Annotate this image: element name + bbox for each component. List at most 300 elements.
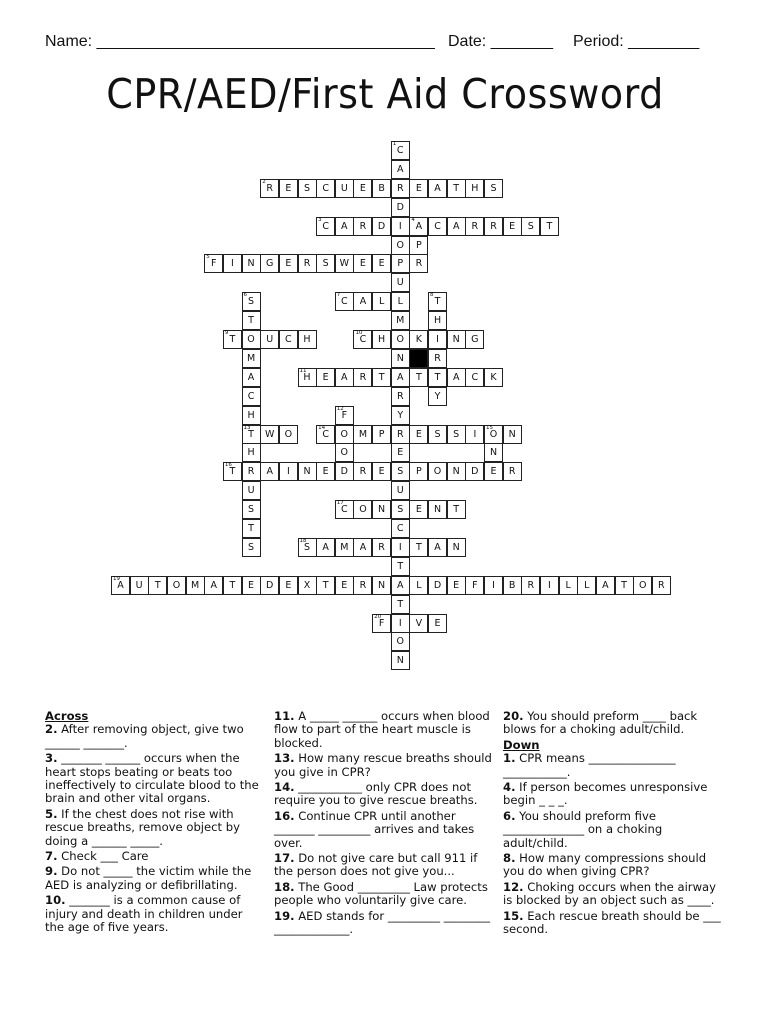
- cell-letter: S: [397, 466, 404, 478]
- crossword-cell[interactable]: [409, 500, 428, 519]
- clue-number: 19: [113, 575, 120, 582]
- crossword-cell[interactable]: [409, 368, 428, 387]
- cell-letter: I: [398, 617, 402, 629]
- cell-letter: I: [398, 541, 402, 553]
- crossword-cell[interactable]: [503, 425, 522, 444]
- crossword-cell[interactable]: [409, 425, 428, 444]
- crossword-cell[interactable]: [204, 254, 223, 273]
- crossword-cell[interactable]: [242, 500, 261, 519]
- clue: [274, 710, 494, 750]
- crossword-cell[interactable]: [428, 500, 447, 519]
- crossword-cell[interactable]: [391, 519, 410, 538]
- crossword-cell[interactable]: [353, 179, 372, 198]
- crossword-cell[interactable]: [353, 462, 372, 481]
- cell-letter: L: [584, 579, 590, 591]
- cell-letter: R: [396, 428, 404, 440]
- crossword-cell[interactable]: [447, 500, 466, 519]
- clue-number: 5.: [45, 806, 58, 821]
- crossword-cell[interactable]: [391, 481, 410, 500]
- cell-letter: A: [247, 371, 255, 383]
- crossword-cell[interactable]: [186, 576, 205, 595]
- crossword-cell[interactable]: [409, 462, 428, 481]
- crossword-cell[interactable]: [391, 349, 410, 368]
- crossword-cell[interactable]: [353, 538, 372, 557]
- crossword-cell[interactable]: [652, 576, 671, 595]
- clue: [45, 808, 260, 848]
- cell-letter: T: [397, 598, 404, 610]
- black-cell: [409, 349, 428, 368]
- cell-letter: U: [396, 277, 404, 289]
- cell-letter: T: [229, 466, 236, 478]
- cell-letter: T: [546, 220, 553, 232]
- crossword-cell[interactable]: [316, 217, 335, 236]
- cell-letter: O: [433, 466, 442, 478]
- crossword-cell[interactable]: [503, 462, 522, 481]
- crossword-cell[interactable]: [353, 217, 372, 236]
- cell-letter: F: [378, 617, 385, 629]
- cell-letter: S: [248, 296, 255, 308]
- cell-letter: T: [621, 579, 627, 591]
- crossword-cell[interactable]: [633, 576, 652, 595]
- cell-letter: T: [415, 371, 422, 383]
- crossword-cell[interactable]: [540, 217, 559, 236]
- clue-number: 16.: [274, 808, 295, 823]
- crossword-cell[interactable]: [372, 292, 391, 311]
- clue-number: 19.: [274, 908, 295, 923]
- crossword-cell[interactable]: [465, 576, 484, 595]
- crossword-cell[interactable]: [298, 179, 317, 198]
- crossword-cell[interactable]: [353, 576, 372, 595]
- cell-letter: E: [434, 617, 441, 629]
- clue-number: 1: [392, 141, 397, 147]
- cell-letter: A: [210, 579, 217, 591]
- crossword-cell[interactable]: [391, 292, 410, 311]
- cell-letter: E: [285, 182, 292, 194]
- crossword-cell[interactable]: [428, 292, 447, 311]
- cell-letter: S: [397, 504, 404, 516]
- crossword-cell[interactable]: [204, 576, 223, 595]
- crossword-cell[interactable]: [391, 406, 410, 425]
- crossword-cell[interactable]: [298, 254, 317, 273]
- clue: [503, 881, 725, 908]
- cell-letter: E: [397, 447, 404, 459]
- crossword-cell[interactable]: [428, 330, 447, 349]
- cell-letter: A: [434, 182, 441, 194]
- cell-letter: A: [359, 296, 367, 308]
- clues-column-3: [503, 710, 725, 939]
- crossword-cell[interactable]: [242, 349, 261, 368]
- crossword-cell[interactable]: [409, 330, 428, 349]
- crossword-cell[interactable]: [447, 179, 466, 198]
- crossword-cell[interactable]: [372, 254, 391, 273]
- crossword-cell[interactable]: [298, 462, 317, 481]
- cell-letter: A: [397, 371, 404, 383]
- cell-letter: T: [229, 334, 236, 345]
- clue-number: 18: [299, 537, 307, 544]
- crossword-cell[interactable]: [242, 330, 261, 349]
- clue-text: Do not give care but call 911 if the person does not give you...: [274, 851, 478, 879]
- cell-letter: U: [135, 579, 143, 591]
- crossword-cell[interactable]: [316, 179, 335, 198]
- crossword-cell[interactable]: [391, 632, 410, 651]
- crossword-cell[interactable]: [372, 330, 391, 349]
- crossword-cell[interactable]: [298, 576, 317, 595]
- crossword-cell[interactable]: [260, 425, 279, 444]
- crossword-cell[interactable]: [391, 160, 410, 179]
- clue-number: 4: [411, 216, 415, 223]
- crossword-cell[interactable]: [391, 614, 410, 633]
- crossword-cell[interactable]: [409, 254, 428, 273]
- cell-letter: A: [434, 541, 441, 553]
- crossword-cell[interactable]: [577, 576, 596, 595]
- crossword-cell[interactable]: [372, 538, 391, 557]
- cell-letter: E: [415, 504, 422, 516]
- crossword-cell[interactable]: [148, 576, 167, 595]
- crossword-cell[interactable]: [391, 651, 410, 670]
- crossword-cell[interactable]: [353, 425, 372, 444]
- crossword-cell[interactable]: [484, 462, 503, 481]
- clue-number: 15: [486, 424, 493, 431]
- crossword-cell[interactable]: [409, 179, 428, 198]
- crossword-cell[interactable]: [279, 462, 298, 481]
- crossword-cell[interactable]: [447, 330, 466, 349]
- crossword-cell[interactable]: [316, 425, 335, 444]
- clue-number: 2: [262, 178, 266, 185]
- cell-letter: E: [509, 220, 516, 232]
- clues-column-1: [45, 710, 260, 937]
- crossword-cell[interactable]: [242, 311, 261, 330]
- crossword-cell[interactable]: [335, 292, 354, 311]
- crossword-cell[interactable]: [465, 217, 484, 236]
- crossword-cell[interactable]: [353, 368, 372, 387]
- crossword-cell[interactable]: [335, 368, 354, 387]
- crossword-cell[interactable]: [260, 576, 279, 595]
- period-field[interactable]: Period: ________: [573, 33, 700, 50]
- crossword-cell[interactable]: [316, 538, 335, 557]
- cell-letter: I: [398, 220, 402, 232]
- crossword-cell[interactable]: [447, 576, 466, 595]
- clue-text: ___________ only CPR does not require you to give rescue breaths.: [274, 780, 478, 808]
- crossword-cell[interactable]: [242, 292, 261, 311]
- cell-letter: R: [359, 579, 367, 591]
- crossword-cell[interactable]: [484, 576, 503, 595]
- clue-text: If the chest does not rise with rescue breaths, remove object by doing a ______ _____.: [45, 806, 240, 848]
- cell-letter: H: [378, 334, 386, 345]
- crossword-cell[interactable]: [409, 538, 428, 557]
- clue-number: 17: [336, 500, 344, 507]
- crossword-cell[interactable]: [353, 292, 372, 311]
- crossword-cell[interactable]: [242, 425, 261, 444]
- page-title: CPR/AED/First Aid Crossword: [106, 70, 664, 118]
- crossword-cell[interactable]: [391, 387, 410, 406]
- cell-letter: E: [378, 258, 385, 270]
- clue-number: 1.: [503, 751, 516, 766]
- crossword-cell[interactable]: [428, 179, 447, 198]
- clue: [45, 752, 260, 806]
- crossword-cell[interactable]: [260, 254, 279, 273]
- cell-letter: A: [359, 541, 367, 553]
- clue-number: 3.: [45, 751, 58, 766]
- crossword-cell[interactable]: [447, 425, 466, 444]
- cell-letter: I: [286, 466, 290, 478]
- cell-letter: R: [527, 579, 535, 591]
- crossword-cell[interactable]: [391, 576, 410, 595]
- crossword-cell[interactable]: [353, 254, 372, 273]
- cell-letter: D: [340, 466, 348, 478]
- crossword-cell[interactable]: [391, 217, 410, 236]
- cell-letter: L: [397, 296, 403, 308]
- cell-letter: K: [415, 334, 422, 345]
- crossword-cell[interactable]: [260, 330, 279, 349]
- cell-letter: F: [211, 258, 217, 270]
- clue-text: Choking occurs when the airway is blocked by an object such as ____.: [503, 879, 717, 908]
- clue-number: 6: [243, 292, 248, 299]
- crossword-cell[interactable]: [335, 406, 354, 425]
- crossword-cell[interactable]: [465, 368, 484, 387]
- crossword-cell[interactable]: [484, 179, 503, 198]
- crossword-cell[interactable]: [409, 614, 428, 633]
- crossword-cell[interactable]: [167, 576, 186, 595]
- crossword-cell[interactable]: [391, 500, 410, 519]
- cell-letter: R: [359, 220, 367, 232]
- clue-number: 10.: [45, 893, 66, 908]
- crossword-cell[interactable]: [428, 387, 447, 406]
- crossword-cell[interactable]: [372, 462, 391, 481]
- clue: [274, 752, 494, 779]
- clue-text: _______ is a common cause of injury and death in children under the age of five years.: [45, 893, 243, 935]
- crossword-cell[interactable]: [428, 349, 447, 368]
- crossword-cell[interactable]: [242, 443, 261, 462]
- crossword-cell[interactable]: [279, 179, 298, 198]
- crossword-cell[interactable]: [335, 179, 354, 198]
- cell-letter: O: [396, 334, 404, 345]
- cell-letter: A: [322, 541, 329, 553]
- crossword-cell[interactable]: [391, 368, 410, 387]
- cell-letter: S: [248, 541, 255, 553]
- clue-number: 20.: [503, 709, 524, 723]
- crossword-cell[interactable]: [484, 443, 503, 462]
- crossword-cell[interactable]: [242, 406, 261, 425]
- crossword-cell[interactable]: [111, 576, 130, 595]
- crossword-cell[interactable]: [391, 141, 410, 160]
- crossword-cell[interactable]: [298, 538, 317, 557]
- crossword-cell[interactable]: [391, 443, 410, 462]
- crossword-cell[interactable]: [223, 254, 242, 273]
- crossword-cell[interactable]: [428, 538, 447, 557]
- crossword-cell[interactable]: [316, 254, 335, 273]
- crossword-cell[interactable]: [391, 595, 410, 614]
- crossword-cell[interactable]: [596, 576, 615, 595]
- crossword-cell[interactable]: [242, 368, 261, 387]
- crossword-cell[interactable]: [465, 462, 484, 481]
- crossword-cell[interactable]: [428, 425, 447, 444]
- crossword-cell[interactable]: [391, 425, 410, 444]
- cell-letter: N: [247, 258, 255, 270]
- crossword-cell[interactable]: [372, 425, 391, 444]
- cell-letter: E: [359, 182, 366, 194]
- crossword-cell[interactable]: [391, 557, 410, 576]
- crossword-cell[interactable]: [353, 330, 372, 349]
- cell-letter: N: [378, 504, 386, 516]
- crossword-cell[interactable]: [372, 217, 391, 236]
- cell-letter: E: [453, 579, 460, 591]
- cell-letter: D: [266, 579, 274, 591]
- cell-letter: A: [117, 579, 124, 591]
- crossword-cell[interactable]: [484, 425, 503, 444]
- crossword-cell[interactable]: [521, 576, 540, 595]
- crossword-cell[interactable]: [316, 368, 335, 387]
- crossword-cell[interactable]: [409, 217, 428, 236]
- crossword-cell[interactable]: [335, 500, 354, 519]
- crossword-cell[interactable]: [447, 368, 466, 387]
- crossword-cell[interactable]: [428, 368, 447, 387]
- crossword-cell[interactable]: [521, 217, 540, 236]
- crossword-cell[interactable]: [503, 576, 522, 595]
- crossword-cell[interactable]: [335, 217, 354, 236]
- crossword-cell[interactable]: [391, 236, 410, 255]
- cell-letter: E: [415, 428, 422, 440]
- crossword-cell[interactable]: [335, 254, 354, 273]
- crossword-cell[interactable]: [316, 576, 335, 595]
- crossword-cell[interactable]: [428, 576, 447, 595]
- clue-number: 2.: [45, 722, 58, 737]
- crossword-cell[interactable]: [484, 217, 503, 236]
- crossword-cell[interactable]: [242, 576, 261, 595]
- cell-letter: P: [397, 258, 404, 270]
- crossword-cell[interactable]: [465, 330, 484, 349]
- crossword-cell[interactable]: [242, 254, 261, 273]
- crossword-cell[interactable]: [559, 576, 578, 595]
- crossword-cell[interactable]: [447, 217, 466, 236]
- crossword-cell[interactable]: [409, 576, 428, 595]
- cell-letter: R: [266, 182, 273, 194]
- crossword-cell[interactable]: [298, 330, 317, 349]
- crossword-cell[interactable]: [335, 576, 354, 595]
- crossword-cell[interactable]: [279, 254, 298, 273]
- clue-number: 12: [336, 405, 344, 412]
- crossword-cell[interactable]: [316, 462, 335, 481]
- crossword-cell[interactable]: [279, 576, 298, 595]
- cell-letter: R: [415, 258, 423, 270]
- clue: [274, 810, 494, 850]
- crossword-cell[interactable]: [428, 614, 447, 633]
- crossword-cell[interactable]: [223, 576, 242, 595]
- cell-letter: P: [416, 239, 422, 251]
- cell-letter: I: [436, 334, 439, 345]
- cell-letter: R: [378, 541, 385, 553]
- crossword-cell[interactable]: [372, 500, 391, 519]
- crossword-cell[interactable]: [428, 462, 447, 481]
- crossword-cell[interactable]: [223, 330, 242, 349]
- crossword-cell[interactable]: [391, 179, 410, 198]
- crossword-cell[interactable]: [223, 462, 242, 481]
- crossword-cell[interactable]: [391, 538, 410, 557]
- clue-number: 17.: [274, 851, 295, 866]
- crossword-cell[interactable]: [409, 236, 428, 255]
- cell-letter: T: [453, 504, 460, 516]
- crossword-cell[interactable]: [503, 217, 522, 236]
- crossword-cell[interactable]: [372, 179, 391, 198]
- cell-letter: D: [471, 466, 479, 478]
- crossword-cell[interactable]: [484, 368, 503, 387]
- cell-letter: O: [340, 428, 349, 440]
- clue-number: 9.: [45, 864, 58, 879]
- crossword-cell[interactable]: [615, 576, 634, 595]
- cell-letter: O: [638, 579, 647, 591]
- cell-letter: R: [434, 352, 441, 364]
- crossword-cell[interactable]: [242, 462, 261, 481]
- name-field[interactable]: Name: ______________________________________: [45, 33, 435, 50]
- date-field[interactable]: Date: _______: [448, 33, 553, 50]
- cell-letter: S: [527, 220, 534, 232]
- clue: [45, 894, 260, 934]
- cell-letter: F: [341, 409, 348, 421]
- cell-letter: O: [396, 636, 404, 648]
- crossword-cell[interactable]: [372, 368, 391, 387]
- crossword-cell[interactable]: [391, 462, 410, 481]
- cell-letter: C: [471, 371, 479, 383]
- cell-letter: L: [378, 296, 385, 308]
- crossword-cell[interactable]: [372, 576, 391, 595]
- clue-text: _______ ______ occurs when the heart stops beating or beats too ineffectively to circulate blood to the brain and other vital organs.: [45, 751, 259, 806]
- cell-letter: R: [471, 220, 479, 232]
- crossword-cell[interactable]: [465, 179, 484, 198]
- crossword-cell[interactable]: [260, 179, 279, 198]
- crossword-cell[interactable]: [391, 273, 410, 292]
- crossword-cell[interactable]: [335, 462, 354, 481]
- clue-number: 18.: [274, 879, 295, 894]
- crossword-cell[interactable]: [335, 443, 354, 462]
- crossword-cell[interactable]: [391, 254, 410, 273]
- cell-letter: E: [415, 182, 422, 194]
- crossword-cell[interactable]: [260, 462, 279, 481]
- crossword-cell[interactable]: [540, 576, 559, 595]
- crossword-cell[interactable]: [335, 425, 354, 444]
- crossword-cell[interactable]: [279, 425, 298, 444]
- cell-letter: T: [415, 541, 422, 553]
- crossword-cell[interactable]: [242, 519, 261, 538]
- crossword-cell[interactable]: [372, 614, 391, 633]
- crossword-cell[interactable]: [447, 538, 466, 557]
- clue-number: 11.: [274, 709, 295, 723]
- clue: [503, 781, 725, 808]
- clue-number: 9: [224, 330, 229, 336]
- crossword-cell[interactable]: [279, 330, 298, 349]
- crossword-cell[interactable]: [391, 311, 410, 330]
- cell-letter: H: [303, 371, 311, 383]
- cell-letter: L: [565, 579, 571, 591]
- crossword-cell[interactable]: [242, 538, 261, 557]
- crossword-cell[interactable]: [391, 198, 410, 217]
- crossword-cell[interactable]: [242, 481, 261, 500]
- crossword-cell[interactable]: [353, 500, 372, 519]
- crossword-cell[interactable]: [335, 538, 354, 557]
- cell-letter: N: [396, 655, 404, 667]
- cell-letter: T: [248, 428, 254, 440]
- crossword-cell[interactable]: [242, 387, 261, 406]
- crossword-cell[interactable]: [130, 576, 149, 595]
- cell-letter: R: [359, 371, 367, 383]
- crossword-cell[interactable]: [391, 330, 410, 349]
- crossword-cell[interactable]: [428, 217, 447, 236]
- cell-letter: C: [322, 220, 329, 232]
- crossword-cell[interactable]: [428, 311, 447, 330]
- crossword-cell[interactable]: [447, 462, 466, 481]
- clue-number: 14: [318, 424, 326, 431]
- crossword-cell[interactable]: [298, 368, 317, 387]
- clue-number: 20: [374, 613, 382, 620]
- crossword-cell[interactable]: [465, 425, 484, 444]
